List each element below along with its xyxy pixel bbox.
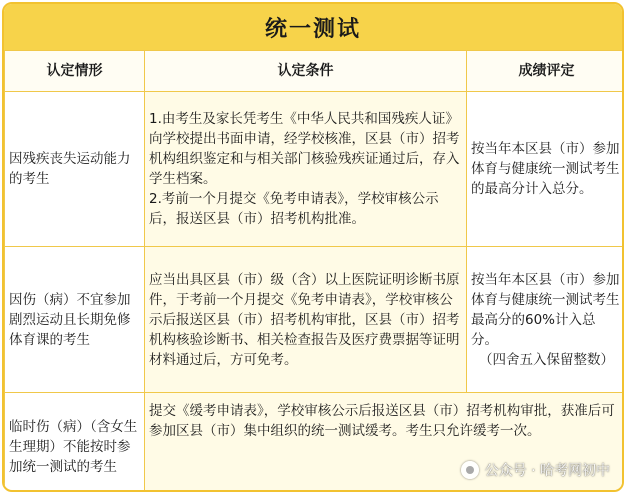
header-conditions: 认定条件 — [145, 51, 467, 92]
exemption-table — [4, 50, 624, 492]
conditions-cell: 应当出具区县（市）级（含）以上医院证明诊断书原件，于考前一个月提交《免考申请表》，学校审核公示后报送区县（市）招考机构审批，区县（市）招考机构核验诊断书、相关检查报告及医疗费票据等证明材料通过后，方可免考。 — [145, 247, 467, 393]
rounding-note: （四舍五入保留整数） — [479, 351, 614, 368]
conditions-text: 1.由考生及家长凭考生《中华人民共和国残疾人证》向学校提出书面申请，经学校核准，区县（市）招考机构组织鉴定和与相关部门核验残疾证通过后，存入学生档案。 2.考前一个月提交《免考申请表》，学校审核公示后，报送区县（市）招考机构批准。 — [149, 111, 460, 227]
header-situation: 认定情形 — [5, 51, 145, 92]
table-title: 统一测试 — [4, 4, 622, 50]
situation-cell: 因伤（病）不宜参加剧烈运动且长期免修体育课的考生 — [5, 247, 145, 393]
result-cell — [467, 247, 625, 393]
result-text: 按当年本区县（市）参加体育与健康统一测试考生最高分的60%计入总分。 — [471, 271, 620, 348]
table-row — [5, 92, 625, 247]
watermark — [461, 460, 610, 480]
wechat-account-icon — [461, 461, 479, 479]
table-header-row — [5, 51, 625, 92]
table-frame — [2, 2, 624, 492]
situation-cell: 临时伤（病）（含女生生理期）不能按时参加统一测试的考生 — [5, 393, 145, 493]
header-result: 成绩评定 — [467, 51, 625, 92]
table-row — [5, 247, 625, 393]
watermark-text: 公众号 · 哈考网初中 — [484, 463, 610, 479]
situation-cell: 因残疾丧失运动能力的考生 — [5, 92, 145, 247]
conditions-cell: 提交《缓考申请表》，学校审核公示后报送区县（市）招考机构审批，获准后可参加区县（市）集中组织的统一测试缓考。考生只允许缓考一次。 — [145, 393, 625, 493]
conditions-cell — [145, 92, 467, 247]
result-cell: 按当年本区县（市）参加体育与健康统一测试考生的最高分计入总分。 — [467, 92, 625, 247]
